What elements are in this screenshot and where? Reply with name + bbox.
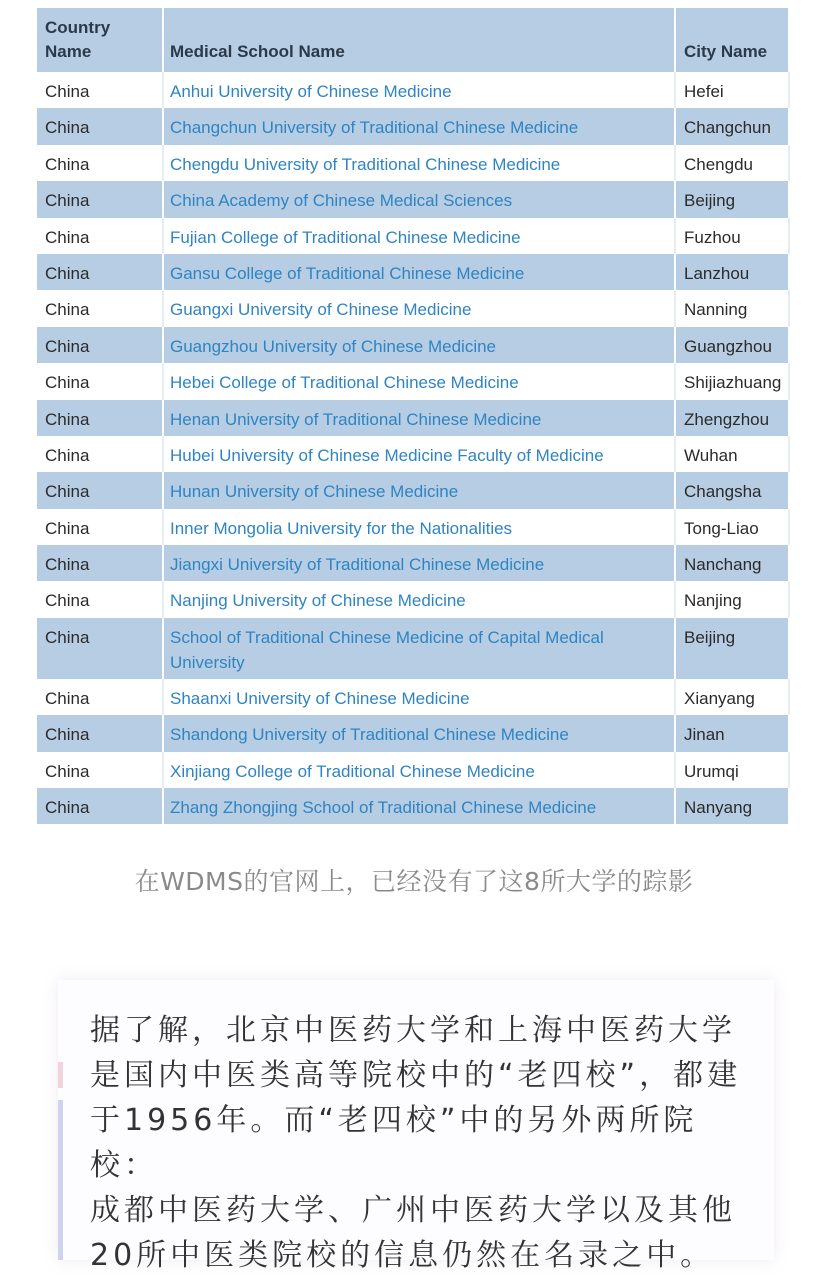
table-row xyxy=(37,436,789,472)
cell-city: Nanyang xyxy=(675,788,789,824)
cell-city: Nanchang xyxy=(675,545,789,581)
cell-country: China xyxy=(37,218,163,254)
header-medical-school-name: Medical School Name xyxy=(163,8,675,72)
cell-school-link[interactable]: Gansu College of Traditional Chinese Medicine xyxy=(163,254,675,290)
quote-accent-bar-lavender xyxy=(58,1100,63,1260)
cell-country: China xyxy=(37,72,163,108)
cell-school-link[interactable]: China Academy of Chinese Medical Sciences xyxy=(163,181,675,217)
table-row xyxy=(37,108,789,144)
cell-school-link[interactable]: Hubei University of Chinese Medicine Faculty of Medicine xyxy=(163,436,675,472)
medical-schools-table-container xyxy=(37,8,789,824)
cell-country: China xyxy=(37,181,163,217)
cell-school-link[interactable]: Chengdu University of Traditional Chinese Medicine xyxy=(163,145,675,181)
cell-country: China xyxy=(37,715,163,751)
cell-city: Nanjing xyxy=(675,581,789,617)
table-row xyxy=(37,254,789,290)
header-city-name: City Name xyxy=(675,8,789,72)
quote-accent-bar-pink xyxy=(58,1062,63,1088)
cell-city: Changchun xyxy=(675,108,789,144)
table-row xyxy=(37,715,789,751)
table-row xyxy=(37,290,789,326)
cell-city: Fuzhou xyxy=(675,218,789,254)
quote-block xyxy=(58,980,774,1273)
cell-school-link[interactable]: Inner Mongolia University for the Nationalities xyxy=(163,509,675,545)
table-row xyxy=(37,181,789,217)
quote-paragraph: 据了解，北京中医药大学和上海中医药大学 是国内中医类高等院校中的“老四校”，都建 于1956年。而“老四校”中的另外两所院校： 成都中医药大学、广州中医药大学以及其他 20所中医类院校的信息仍然在名录之中。 xyxy=(90,1013,742,1273)
cell-city: Guangzhou xyxy=(675,327,789,363)
cell-city: Changsha xyxy=(675,472,789,508)
table-row xyxy=(37,679,789,715)
cell-country: China xyxy=(37,400,163,436)
cell-city: Shijiazhuang xyxy=(675,363,789,399)
cell-city: Lanzhou xyxy=(675,254,789,290)
table-row xyxy=(37,752,789,788)
cell-country: China xyxy=(37,327,163,363)
cell-city: Beijing xyxy=(675,618,789,679)
cell-school-link[interactable]: Guangxi University of Chinese Medicine xyxy=(163,290,675,326)
cell-school-link[interactable]: Henan University of Traditional Chinese Medicine xyxy=(163,400,675,436)
cell-country: China xyxy=(37,472,163,508)
cell-school-link[interactable]: Guangzhou University of Chinese Medicine xyxy=(163,327,675,363)
cell-school-link[interactable]: School of Traditional Chinese Medicine of Capital Medical University xyxy=(163,618,675,679)
medical-schools-table xyxy=(37,8,790,824)
table-row xyxy=(37,545,789,581)
table-row xyxy=(37,327,789,363)
cell-country: China xyxy=(37,788,163,824)
cell-city: Tong-Liao xyxy=(675,509,789,545)
table-row xyxy=(37,218,789,254)
cell-country: China xyxy=(37,108,163,144)
cell-school-link[interactable]: Shandong University of Traditional Chinese Medicine xyxy=(163,715,675,751)
cell-country: China xyxy=(37,752,163,788)
header-country-name: Country Name xyxy=(37,8,163,72)
table-row xyxy=(37,363,789,399)
table-row xyxy=(37,581,789,617)
cell-city: Beijing xyxy=(675,181,789,217)
table-header-row xyxy=(37,8,789,72)
cell-country: China xyxy=(37,145,163,181)
cell-city: Chengdu xyxy=(675,145,789,181)
cell-school-link[interactable]: Shaanxi University of Chinese Medicine xyxy=(163,679,675,715)
cell-school-link[interactable]: Hebei College of Traditional Chinese Medicine xyxy=(163,363,675,399)
cell-city: Zhengzhou xyxy=(675,400,789,436)
cell-city: Nanning xyxy=(675,290,789,326)
cell-school-link[interactable]: Changchun University of Traditional Chinese Medicine xyxy=(163,108,675,144)
cell-city: Urumqi xyxy=(675,752,789,788)
cell-country: China xyxy=(37,618,163,679)
table-row xyxy=(37,509,789,545)
table-row xyxy=(37,618,789,679)
cell-country: China xyxy=(37,363,163,399)
table-row xyxy=(37,145,789,181)
cell-country: China xyxy=(37,545,163,581)
cell-country: China xyxy=(37,436,163,472)
table-row xyxy=(37,72,789,108)
cell-school-link[interactable]: Anhui University of Chinese Medicine xyxy=(163,72,675,108)
cell-country: China xyxy=(37,254,163,290)
cell-country: China xyxy=(37,581,163,617)
cell-school-link[interactable]: Nanjing University of Chinese Medicine xyxy=(163,581,675,617)
table-row xyxy=(37,400,789,436)
table-row xyxy=(37,472,789,508)
table-body xyxy=(37,72,789,824)
cell-city: Wuhan xyxy=(675,436,789,472)
cell-school-link[interactable]: Jiangxi University of Traditional Chinese Medicine xyxy=(163,545,675,581)
cell-country: China xyxy=(37,679,163,715)
cell-country: China xyxy=(37,509,163,545)
table-row xyxy=(37,788,789,824)
cell-school-link[interactable]: Hunan University of Chinese Medicine xyxy=(163,472,675,508)
cell-country: China xyxy=(37,290,163,326)
cell-city: Jinan xyxy=(675,715,789,751)
cell-city: Hefei xyxy=(675,72,789,108)
cell-city: Xianyang xyxy=(675,679,789,715)
cell-school-link[interactable]: Zhang Zhongjing School of Traditional Chinese Medicine xyxy=(163,788,675,824)
image-caption: 在WDMS的官网上，已经没有了这8所大学的踪影 xyxy=(134,867,694,896)
cell-school-link[interactable]: Fujian College of Traditional Chinese Medicine xyxy=(163,218,675,254)
cell-school-link[interactable]: Xinjiang College of Traditional Chinese Medicine xyxy=(163,752,675,788)
